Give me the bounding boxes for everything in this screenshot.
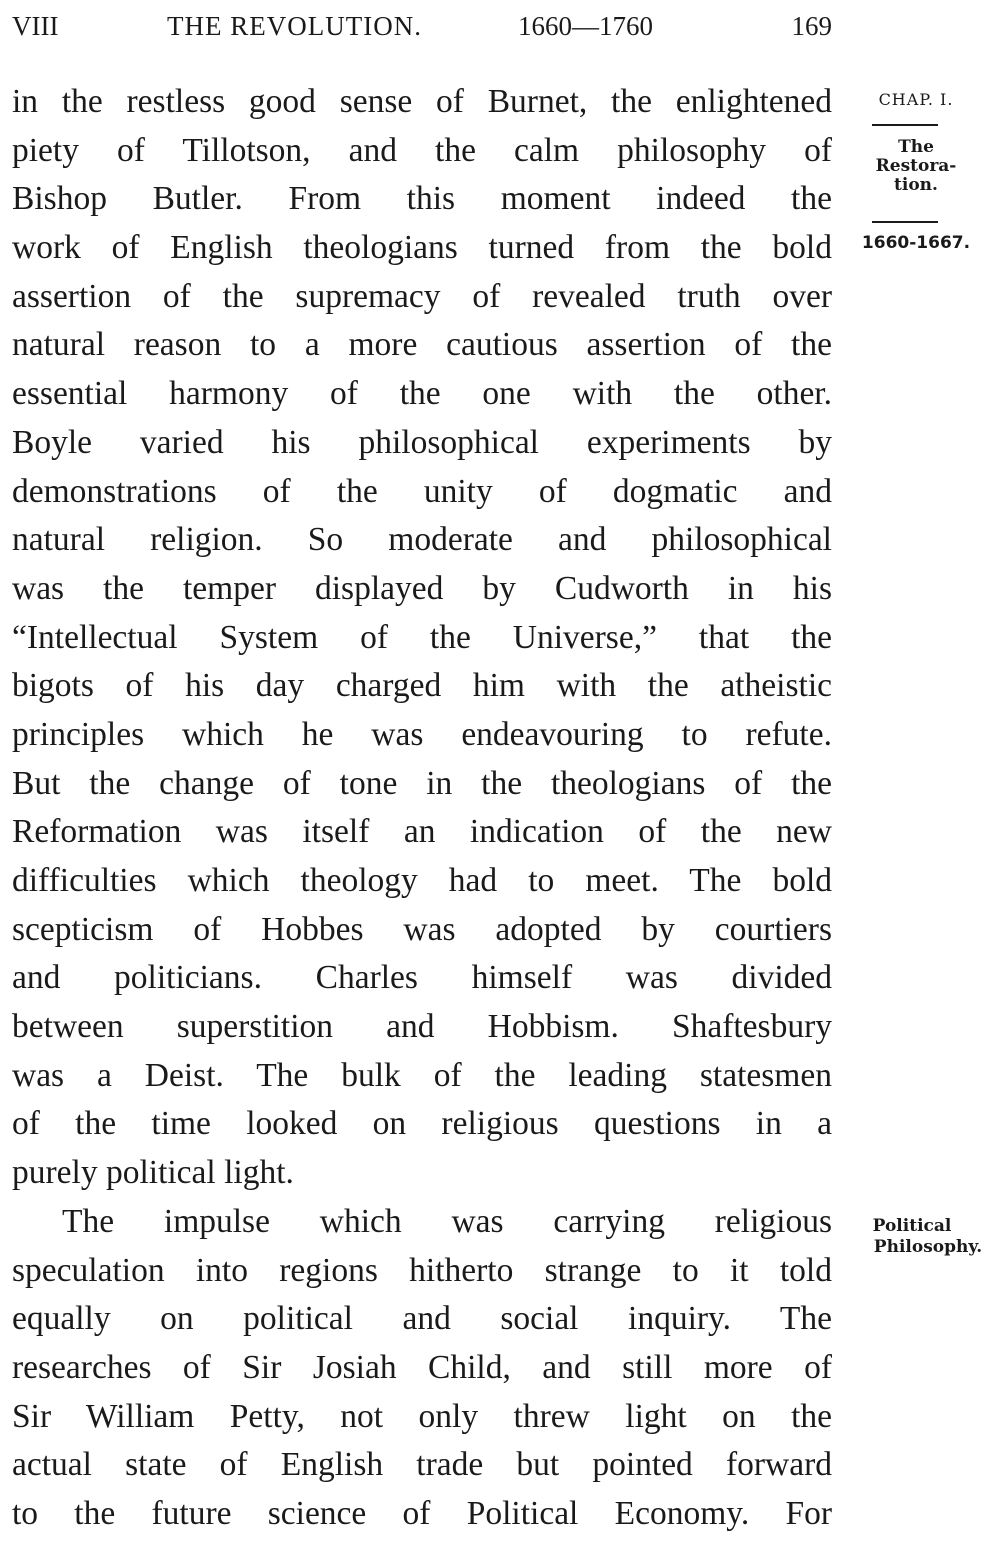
text-line: scepticism of Hobbes was adopted by courtiers	[12, 910, 832, 948]
text-line: But the change of tone in the theologians of the	[12, 764, 832, 802]
text-line: in the restless good sense of Burnet, the enlightened	[12, 83, 832, 120]
text-line: demonstrations of the unity of dogmatic and	[12, 472, 832, 510]
text-line: between superstition and Hobbism. Shaftesbury	[12, 1008, 832, 1046]
margin-dates: 1660-1667.	[861, 233, 971, 253]
margin-section-line: The	[898, 137, 934, 157]
running-head-title: THE REVOLUTION.	[167, 11, 422, 41]
text-line: and politicians. Charles himself was divided	[12, 959, 832, 997]
running-head-chapter: VIII	[12, 11, 59, 41]
text-line: piety of Tillotson, and the calm philosophy of	[12, 131, 832, 169]
text-line: actual state of English trade but pointed forward	[12, 1446, 832, 1484]
text-line: Reformation was itself an indication of the new	[12, 813, 832, 851]
text-line: work of English theologians turned from the bold	[12, 229, 832, 267]
paragraph-start-line: The impulse which was carrying religious	[62, 1202, 832, 1240]
text-line: Boyle varied his philosophical experiments by	[12, 423, 832, 461]
text-line: Sir William Petty, not only threw light on the	[12, 1397, 832, 1435]
text-line: to the future science of Political Economy. For	[12, 1494, 832, 1532]
text-line: was the temper displayed by Cudworth in his	[12, 569, 832, 607]
text-line: of the time looked on religious questions in a	[12, 1105, 832, 1143]
text-line: assertion of the supremacy of revealed truth over	[12, 277, 832, 315]
running-head-dates: 1660—1760	[518, 11, 653, 41]
text-line: principles which he was endeavouring to refute.	[12, 715, 832, 753]
page-number: 169	[791, 11, 832, 41]
text-line: essential harmony of the one with the other.	[12, 375, 832, 413]
margin-section-line: Restora-	[875, 156, 957, 176]
text-line: natural reason to a more cautious assertion of the	[12, 326, 832, 364]
margin-political-line: Philosophy.	[873, 1237, 983, 1257]
paragraph-end-line: purely political light.	[12, 1154, 294, 1192]
margin-rule-bottom	[872, 221, 938, 223]
text-line: bigots of his day charged him with the atheistic	[12, 667, 832, 705]
body-text	[12, 76, 832, 1537]
text-line: Bishop Butler. From this moment indeed the	[12, 180, 832, 218]
running-head	[12, 6, 832, 46]
text-line: speculation into regions hitherto strange to it told	[12, 1251, 832, 1289]
margin-section-label	[846, 138, 986, 195]
margin-rule-top	[872, 124, 938, 126]
text-line: equally on political and social inquiry. The	[12, 1300, 832, 1338]
margin-section-line: tion.	[894, 175, 938, 195]
text-line: natural religion. So moderate and philosophical	[12, 521, 832, 559]
text-line: was a Deist. The bulk of the leading statesmen	[12, 1056, 832, 1094]
margin-political-philosophy	[846, 1216, 996, 1258]
text-line: difficulties which theology had to meet. The bold	[12, 862, 832, 899]
text-line: researches of Sir Josiah Child, and still more of	[12, 1348, 832, 1386]
text-line: “Intellectual System of the Universe,” that the	[12, 618, 832, 656]
margin-chapter-label: CHAP. I.	[878, 90, 954, 109]
margin-political-line: Political	[872, 1216, 952, 1236]
